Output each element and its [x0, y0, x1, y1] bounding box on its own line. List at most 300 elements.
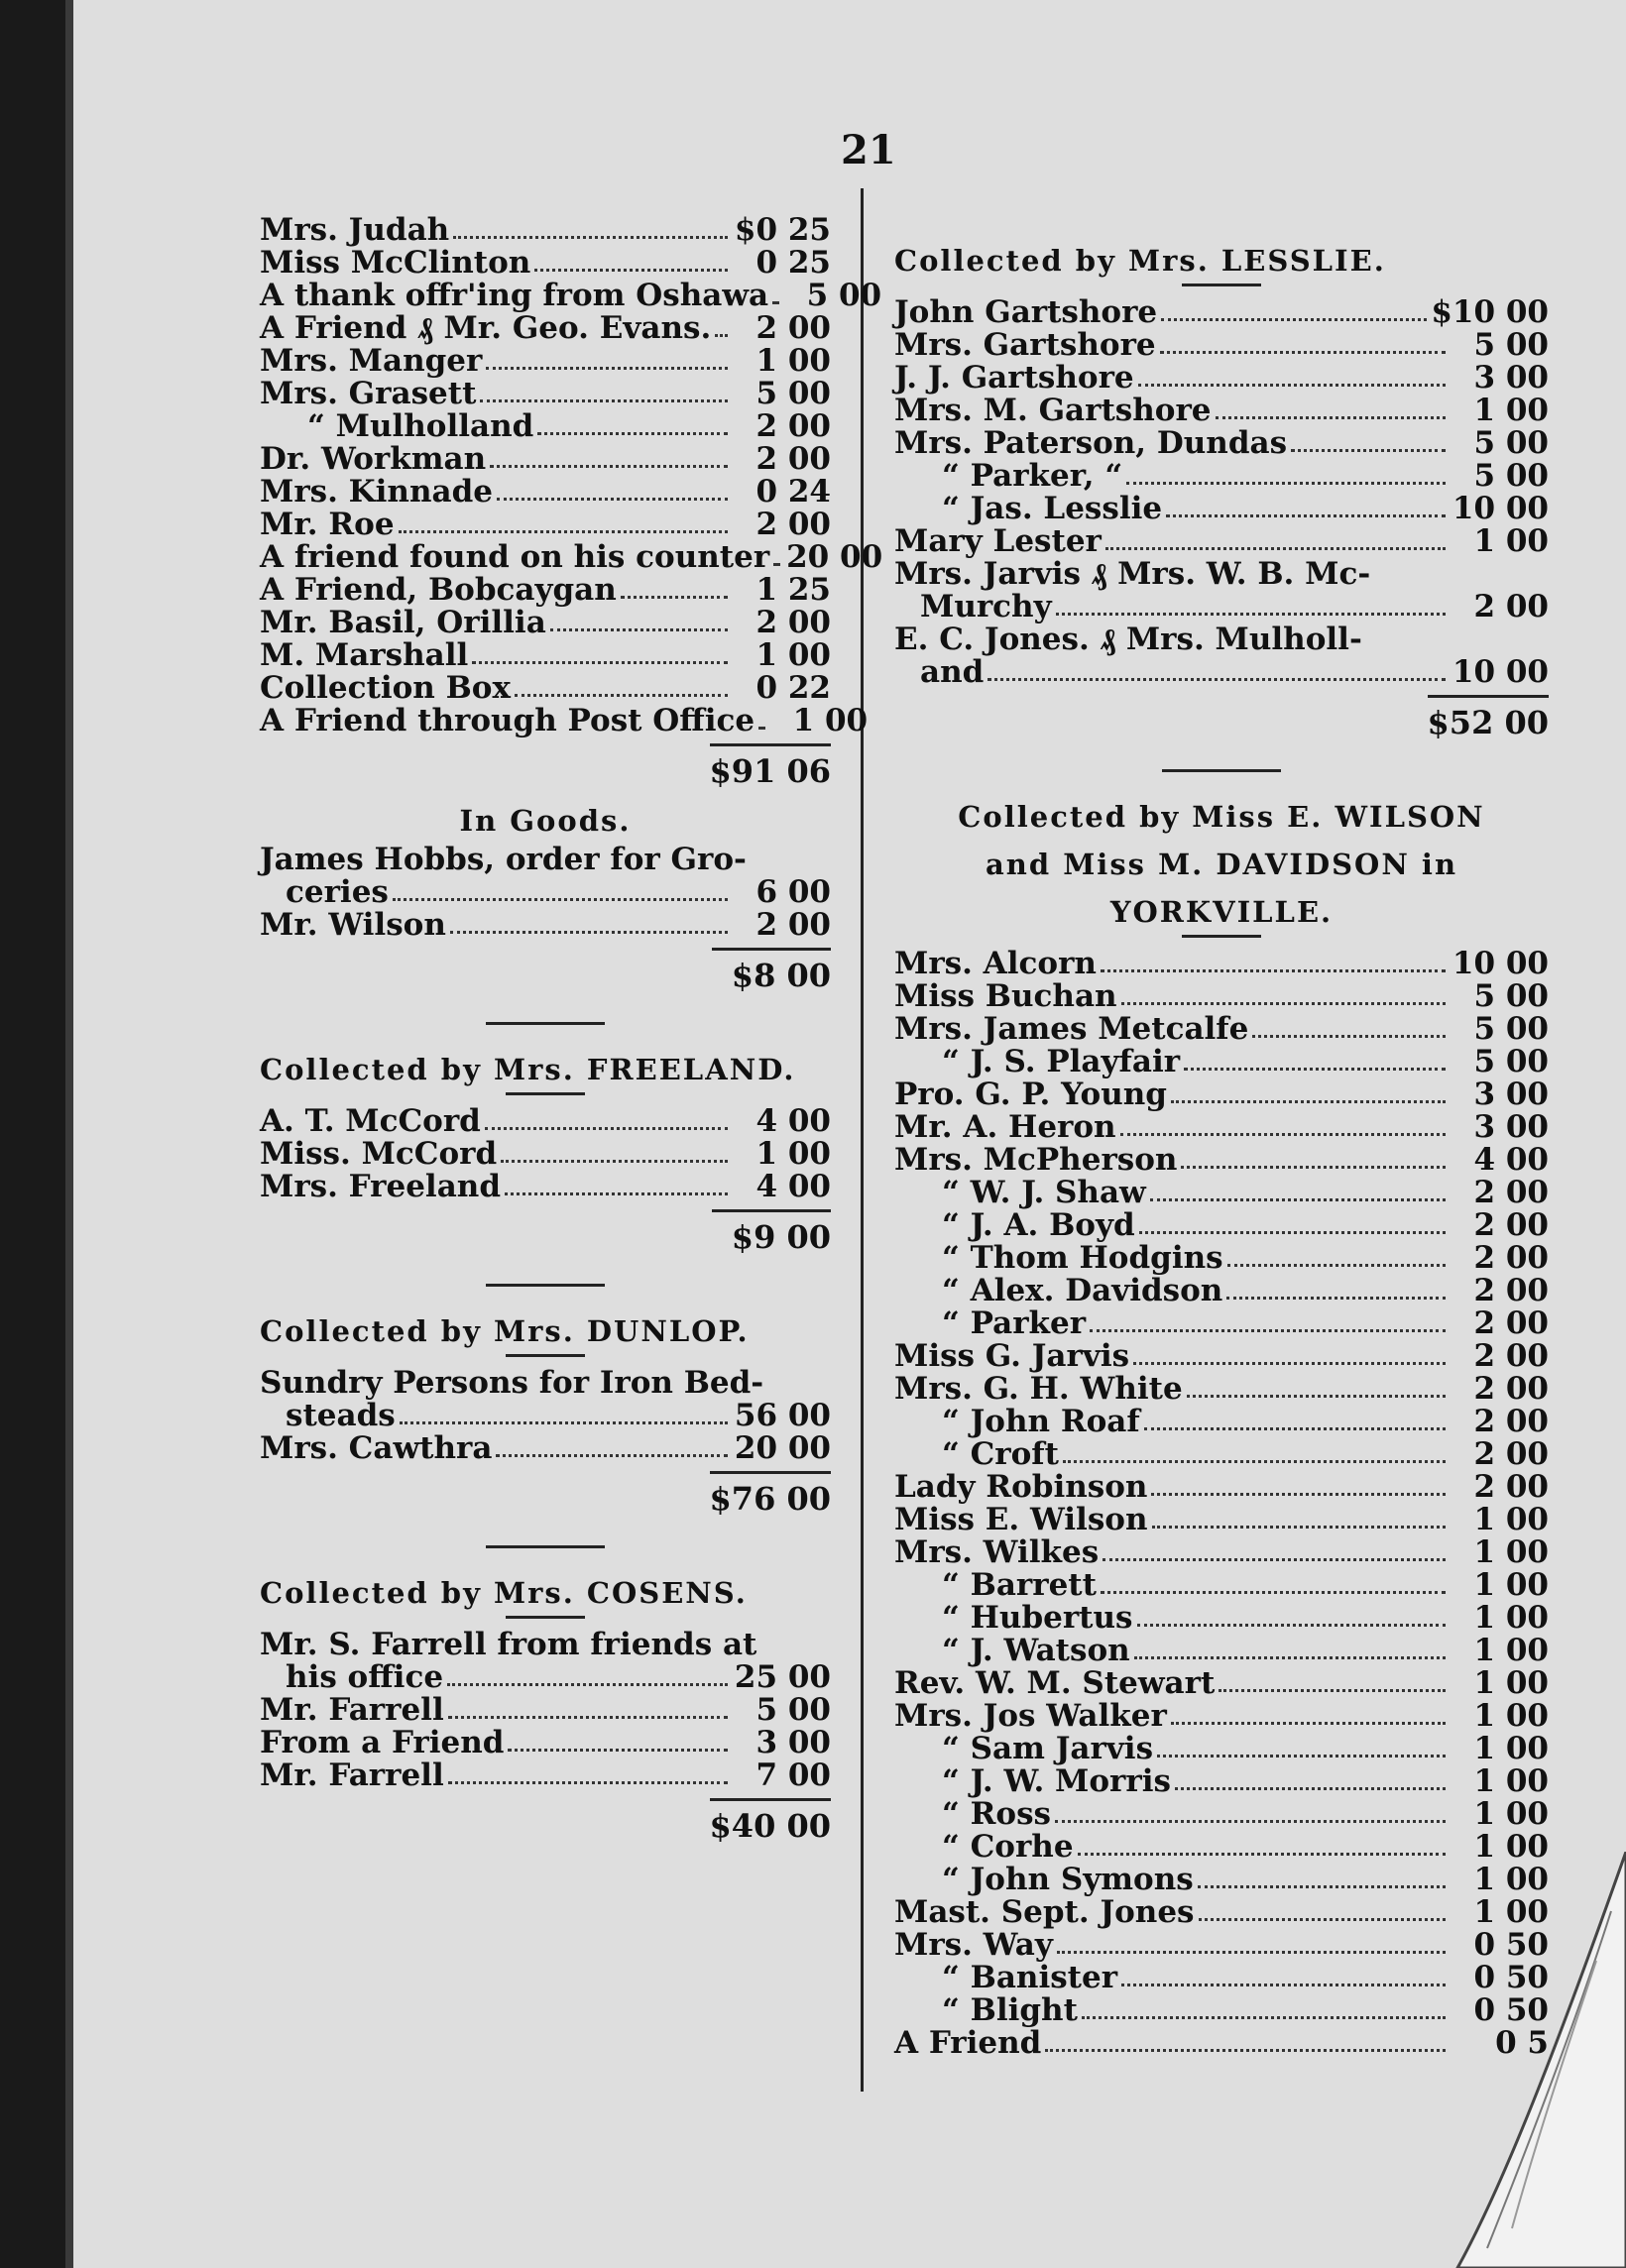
list-item — [894, 460, 1549, 493]
donation-amount: 20 00 — [734, 1430, 831, 1466]
donor-name: “ W. J. Shaw — [942, 1175, 1146, 1210]
dot-leader — [490, 465, 728, 468]
donation-amount: 0 22 — [755, 670, 831, 706]
list-item — [260, 1138, 831, 1171]
dot-leader — [448, 1716, 728, 1719]
list-item — [894, 1536, 1549, 1569]
donation-amount: 2 00 — [755, 605, 831, 640]
donor-name: “ Parker — [942, 1305, 1087, 1341]
donation-amount: 5 00 — [1473, 1011, 1549, 1047]
list-item — [894, 1275, 1549, 1307]
donor-name: A thank offr'ing from Oshawa — [260, 278, 769, 313]
dot-leader — [1057, 1951, 1446, 1954]
list-item — [894, 1209, 1549, 1242]
dot-leader — [393, 898, 728, 901]
donor-name: steads — [286, 1398, 396, 1433]
donor-name: James Hobbs, order for Gro- — [260, 842, 747, 877]
dot-leader — [1090, 1329, 1446, 1332]
donor-name: John Gartshore — [894, 294, 1158, 330]
section-separator — [486, 1284, 605, 1287]
list-item — [260, 876, 831, 909]
donor-name: Mrs. M. Gartshore — [894, 393, 1212, 428]
donor-name: Mrs. Jarvis ₰ Mrs. W. B. Mc- — [894, 556, 1371, 592]
list-item — [894, 980, 1549, 1013]
list-item — [260, 1105, 831, 1138]
list-item — [260, 278, 882, 313]
donation-amount: 10 00 — [1452, 946, 1549, 981]
list-item — [894, 1406, 1549, 1438]
donation-amount: $10 00 — [1431, 294, 1549, 330]
page-number: 21 — [841, 127, 896, 173]
list-item — [260, 1629, 831, 1661]
list-item — [260, 539, 883, 575]
dot-leader — [1101, 1591, 1446, 1594]
list-item — [260, 909, 831, 942]
dot-leader — [1121, 1984, 1446, 1986]
list-item — [260, 378, 831, 410]
dot-leader — [1181, 1166, 1446, 1169]
list-item — [894, 1635, 1549, 1667]
list-item — [260, 214, 831, 247]
donation-amount: 4 00 — [755, 1169, 831, 1204]
donation-amount: 0 24 — [755, 474, 831, 510]
list-item — [894, 1373, 1549, 1406]
donor-name: “ J. W. Morris — [942, 1763, 1171, 1799]
list-item — [894, 1111, 1549, 1144]
donation-amount: 5 00 — [1473, 425, 1549, 461]
dot-leader — [1150, 1198, 1446, 1201]
donation-amount: 10 00 — [1452, 654, 1549, 690]
donation-amount: 1 00 — [755, 1136, 831, 1172]
dot-leader — [772, 301, 778, 304]
donation-amount: 2 00 — [755, 310, 831, 346]
section-total: $52 00 — [1428, 695, 1549, 741]
donation-amount: 0 5 — [1495, 2025, 1549, 2061]
list-item — [894, 1569, 1549, 1602]
donation-amount: 1 00 — [755, 637, 831, 673]
donation-amount: 1 00 — [755, 343, 831, 379]
donor-name: Mrs. James Metcalfe — [894, 1011, 1249, 1047]
list-item — [894, 1798, 1549, 1831]
donor-name: “ Hubertus — [942, 1600, 1133, 1636]
donor-name: “ Croft — [942, 1436, 1059, 1472]
donation-amount: 7 00 — [755, 1758, 831, 1793]
donor-name: “ J. Watson — [942, 1633, 1130, 1668]
dot-leader — [773, 563, 779, 566]
list-item — [894, 558, 1549, 591]
donor-name: “ Barrett — [942, 1567, 1097, 1603]
donor-name: E. C. Jones. ₰ Mrs. Mulholl- — [894, 622, 1362, 657]
list-item — [894, 1307, 1549, 1340]
column-divider — [861, 188, 864, 2092]
donation-amount: 2 00 — [1473, 1273, 1549, 1308]
donation-amount: 2 00 — [1473, 1371, 1549, 1407]
donation-amount: 2 00 — [1473, 1469, 1549, 1505]
dot-leader — [1175, 1787, 1446, 1790]
list-item — [894, 624, 1549, 656]
right-column — [894, 230, 1549, 2060]
donor-name: Mr. S. Farrell from friends at — [260, 1627, 757, 1662]
donor-name: Mr. Farrell — [260, 1692, 444, 1728]
donation-amount: 25 00 — [734, 1659, 831, 1695]
donor-name: A Friend, Bobcaygan — [260, 572, 617, 608]
section-separator — [486, 1545, 605, 1548]
dot-leader — [534, 269, 728, 272]
dot-leader — [1056, 613, 1446, 616]
donor-name: A Friend through Post Office — [260, 703, 755, 738]
donor-name: Mary Lester — [894, 523, 1102, 559]
section-total: $76 00 — [710, 1471, 831, 1518]
donation-amount: 1 00 — [1473, 1796, 1549, 1832]
donation-amount: 1 00 — [1473, 1862, 1549, 1897]
donation-amount: 2 00 — [1473, 1240, 1549, 1276]
donation-amount: 1 00 — [1473, 1567, 1549, 1603]
section-heading: Collected by Mrs. COSENS. — [260, 1576, 748, 1610]
dot-leader — [447, 1683, 728, 1686]
donation-amount: 5 00 — [806, 278, 882, 313]
donation-amount: 5 00 — [1473, 458, 1549, 494]
donation-amount: 5 00 — [755, 376, 831, 411]
donor-name: Mr. A. Heron — [894, 1109, 1116, 1145]
list-item — [894, 948, 1549, 980]
donor-name: Mrs. Way — [894, 1927, 1053, 1963]
dot-leader — [1126, 482, 1446, 485]
dot-leader — [497, 498, 728, 501]
list-item — [260, 1400, 831, 1432]
donor-name: A Friend — [894, 2025, 1042, 2061]
donation-amount: 1 00 — [1473, 1534, 1549, 1570]
donation-amount: 3 00 — [755, 1725, 831, 1760]
dot-leader — [453, 236, 728, 239]
donor-name: Mrs. G. H. White — [894, 1371, 1183, 1407]
list-item — [894, 1438, 1549, 1471]
section-heading: Collected by Mrs. DUNLOP. — [260, 1314, 750, 1348]
list-item — [260, 1171, 831, 1203]
donor-name: “ J. A. Boyd — [942, 1207, 1135, 1243]
donation-amount: 2 00 — [755, 507, 831, 542]
list-item — [894, 395, 1549, 427]
list-item — [894, 591, 1549, 624]
dot-leader — [501, 1160, 728, 1163]
donation-amount: 1 25 — [755, 572, 831, 608]
dot-leader — [1144, 1427, 1446, 1430]
dot-leader — [987, 678, 1446, 681]
dot-leader — [1216, 416, 1446, 419]
dot-leader — [1160, 351, 1446, 354]
dot-leader — [621, 596, 728, 599]
dot-leader — [715, 334, 728, 337]
dot-leader — [496, 1454, 728, 1457]
donation-amount: 3 00 — [1473, 360, 1549, 396]
donor-name: J. J. Gartshore — [894, 360, 1134, 396]
donation-amount: 1 00 — [1473, 1502, 1549, 1537]
donor-name: Mr. Farrell — [260, 1758, 444, 1793]
dot-leader — [1078, 1853, 1446, 1856]
donor-name: “ Ross — [942, 1796, 1051, 1832]
dot-leader — [550, 628, 728, 631]
donor-name: Mrs. Manger — [260, 343, 483, 379]
donation-amount: 1 00 — [1473, 523, 1549, 559]
list-item — [894, 296, 1549, 329]
dot-leader — [1151, 1493, 1446, 1496]
list-item — [894, 1700, 1549, 1733]
donor-name: “ Banister — [942, 1960, 1118, 1995]
donor-name: Lady Robinson — [894, 1469, 1148, 1505]
section-heading: Collected by Mrs. LESSLIE. — [894, 244, 1386, 278]
list-item — [894, 362, 1549, 395]
donor-name: “ J. S. Playfair — [942, 1044, 1181, 1079]
dot-leader — [472, 661, 728, 664]
donation-amount: 2 00 — [1473, 1436, 1549, 1472]
list-item — [260, 1727, 831, 1759]
donation-amount: 0 50 — [1473, 1960, 1549, 1995]
section-total-row — [260, 743, 831, 790]
donor-name: “ Thom Hodgins — [942, 1240, 1223, 1276]
list-item — [894, 1046, 1549, 1078]
donor-name: From a Friend — [260, 1725, 505, 1760]
dot-leader — [1157, 1755, 1446, 1758]
dot-leader — [1103, 1558, 1446, 1561]
list-item — [894, 525, 1549, 558]
dot-leader — [1120, 1133, 1446, 1136]
donation-amount: 6 00 — [755, 874, 831, 910]
section-total-row — [260, 948, 831, 994]
list-item — [260, 345, 831, 378]
donation-amount: 5 00 — [1473, 978, 1549, 1014]
section-heading: In Goods. — [459, 804, 632, 838]
dot-leader — [1219, 1689, 1446, 1692]
dot-leader — [1082, 2016, 1446, 2019]
list-item — [260, 312, 831, 345]
dot-leader — [537, 432, 728, 435]
donor-name: Mrs. Grasett — [260, 376, 477, 411]
dot-leader — [1252, 1035, 1446, 1038]
donation-amount: 0 25 — [755, 245, 831, 281]
donation-amount: 4 00 — [1473, 1142, 1549, 1178]
list-item — [260, 672, 831, 705]
list-item — [894, 1144, 1549, 1177]
donor-name: Miss McClinton — [260, 245, 531, 281]
donor-name: “ John Symons — [942, 1862, 1194, 1897]
list-item — [894, 493, 1549, 525]
list-item — [260, 1694, 831, 1727]
dot-leader — [1045, 2049, 1446, 2052]
donor-name: Sundry Persons for Iron Bed- — [260, 1365, 764, 1401]
donor-name: “ Sam Jarvis — [942, 1731, 1154, 1766]
donor-name: Mrs. Paterson, Dundas — [894, 425, 1288, 461]
list-item — [894, 1765, 1549, 1798]
section-total-row — [260, 1798, 831, 1845]
dot-leader — [1166, 514, 1446, 517]
donor-name: “ Blight — [942, 1992, 1078, 2028]
list-item — [894, 1733, 1549, 1765]
donation-amount: 1 00 — [1473, 1894, 1549, 1930]
donation-amount: 1 00 — [1473, 1665, 1549, 1701]
section-total-row — [894, 695, 1549, 741]
heading-rule — [506, 1616, 585, 1619]
heading-rule — [506, 1092, 585, 1095]
dot-leader — [508, 1749, 728, 1752]
section-heading: Collected by Mrs. FREELAND. — [260, 1053, 796, 1086]
list-item — [260, 509, 831, 541]
heading-rule — [506, 1354, 585, 1357]
donor-name: “ Parker, “ — [942, 458, 1123, 494]
donation-amount: 0 50 — [1473, 1992, 1549, 2028]
dot-leader — [1171, 1722, 1446, 1725]
donation-amount: 1 00 — [1473, 1600, 1549, 1636]
list-item — [894, 329, 1549, 362]
list-item — [260, 410, 831, 443]
donation-amount: 2 00 — [755, 408, 831, 444]
dot-leader — [486, 367, 728, 370]
list-item — [260, 607, 831, 639]
donor-name: Rev. W. M. Stewart — [894, 1665, 1216, 1701]
dot-leader — [1063, 1460, 1446, 1463]
donation-amount: 2 00 — [1473, 1305, 1549, 1341]
dot-leader — [1138, 384, 1446, 387]
dot-leader — [399, 530, 728, 533]
donor-name: Mast. Sept. Jones — [894, 1894, 1195, 1930]
dot-leader — [1199, 1918, 1446, 1921]
list-item — [260, 1367, 831, 1400]
heading-rule — [1182, 935, 1261, 938]
list-item — [894, 1242, 1549, 1275]
dot-leader — [1105, 547, 1446, 550]
page-binding-edge — [65, 0, 73, 2268]
dot-leader — [1226, 1297, 1446, 1300]
dot-leader — [515, 694, 728, 697]
donation-amount: 3 00 — [1473, 1077, 1549, 1112]
donation-amount: 2 00 — [755, 907, 831, 943]
page-curl — [1418, 1852, 1626, 2268]
list-item — [260, 844, 831, 876]
dot-leader — [1227, 1264, 1446, 1267]
list-item — [260, 574, 831, 607]
dot-leader — [1198, 1885, 1446, 1888]
dot-leader — [485, 1127, 728, 1130]
donation-amount: 5 00 — [1473, 1044, 1549, 1079]
section-heading: Collected by Miss E. WILSON — [958, 800, 1485, 834]
dot-leader — [1187, 1395, 1446, 1398]
donation-amount: 1 00 — [1473, 1698, 1549, 1734]
dot-leader — [480, 399, 728, 402]
list-item — [894, 1013, 1549, 1046]
dot-leader — [450, 931, 728, 934]
donor-name: “ Corhe — [942, 1829, 1074, 1865]
donor-name: Dr. Workman — [260, 441, 487, 477]
donor-name: A Friend ₰ Mr. Geo. Evans. — [260, 310, 712, 346]
list-item — [894, 1078, 1549, 1111]
donation-amount: 3 00 — [1473, 1109, 1549, 1145]
section-total-row — [260, 1471, 831, 1518]
donor-name: Mrs. Cawthra — [260, 1430, 493, 1466]
dot-leader — [1152, 1526, 1447, 1529]
donation-amount: 2 00 — [1473, 1207, 1549, 1243]
donor-name: Mrs. Freeland — [260, 1169, 502, 1204]
section-total: $8 00 — [712, 948, 831, 994]
list-item — [260, 1432, 831, 1465]
dot-leader — [758, 727, 764, 730]
dot-leader — [1134, 1656, 1446, 1659]
list-item — [260, 476, 831, 509]
donor-name: Mr. Wilson — [260, 907, 446, 943]
donor-name: “ John Roaf — [942, 1404, 1140, 1439]
list-item — [894, 1177, 1549, 1209]
donation-amount: 10 00 — [1452, 491, 1549, 526]
donor-name: Miss Buchan — [894, 978, 1117, 1014]
donor-name: Mrs. Alcorn — [894, 946, 1097, 981]
donation-amount: 2 00 — [1473, 589, 1549, 624]
list-item — [260, 443, 831, 476]
list-item — [260, 1661, 831, 1694]
dot-leader — [505, 1192, 728, 1195]
section-separator — [1162, 769, 1281, 772]
book-page — [65, 0, 1626, 2268]
dot-leader — [1171, 1100, 1446, 1103]
list-item — [894, 1667, 1549, 1700]
list-item — [894, 427, 1549, 460]
donor-name: his office — [286, 1659, 444, 1695]
donor-name: M. Marshall — [260, 637, 469, 673]
donation-amount: 1 00 — [1473, 1829, 1549, 1865]
donation-amount: 5 00 — [1473, 327, 1549, 363]
dot-leader — [1161, 318, 1427, 321]
section-separator — [486, 1022, 605, 1025]
dot-leader — [1121, 1002, 1446, 1005]
list-item — [894, 1602, 1549, 1635]
dot-leader — [1139, 1231, 1446, 1234]
donation-amount: 1 00 — [1473, 393, 1549, 428]
donor-name: Murchy — [920, 589, 1052, 624]
donor-name: Miss G. Jarvis — [894, 1338, 1130, 1374]
donor-name: Pro. G. P. Young — [894, 1077, 1167, 1112]
list-item — [894, 1340, 1549, 1373]
donation-amount: 2 00 — [755, 441, 831, 477]
donor-name: Miss E. Wilson — [894, 1502, 1148, 1537]
left-column — [260, 212, 883, 1845]
dot-leader — [400, 1421, 728, 1424]
list-item — [260, 1759, 831, 1792]
dot-leader — [1101, 969, 1446, 972]
list-item — [894, 1471, 1549, 1504]
donation-amount: 2 00 — [1473, 1338, 1549, 1374]
donation-amount: 1 00 — [1473, 1633, 1549, 1668]
donor-name: Mrs. McPherson — [894, 1142, 1178, 1178]
dot-leader — [448, 1781, 728, 1784]
donation-amount: 0 50 — [1473, 1927, 1549, 1963]
donation-amount: 2 00 — [1473, 1404, 1549, 1439]
list-item — [260, 703, 869, 738]
donor-name: Collection Box — [260, 670, 511, 706]
section-total: $91 06 — [710, 743, 831, 790]
dot-leader — [1133, 1362, 1446, 1365]
donor-name: A friend found on his counter — [260, 539, 770, 575]
donor-name: and — [920, 654, 985, 690]
donor-name: Mrs. Gartshore — [894, 327, 1156, 363]
donor-name: Miss. McCord — [260, 1136, 498, 1172]
dot-leader — [1184, 1068, 1446, 1071]
donor-name: Mr. Basil, Orillia — [260, 605, 546, 640]
donor-name: “ Jas. Lesslie — [942, 491, 1163, 526]
donation-amount: 1 00 — [1473, 1731, 1549, 1766]
list-item — [894, 1504, 1549, 1536]
donation-amount: 1 00 — [792, 703, 869, 738]
donor-name: “ Alex. Davidson — [942, 1273, 1223, 1308]
donor-name: Mrs. Kinnade — [260, 474, 493, 510]
dot-leader — [1137, 1624, 1447, 1627]
section-total-row — [260, 1209, 831, 1256]
dot-leader — [1055, 1820, 1446, 1823]
